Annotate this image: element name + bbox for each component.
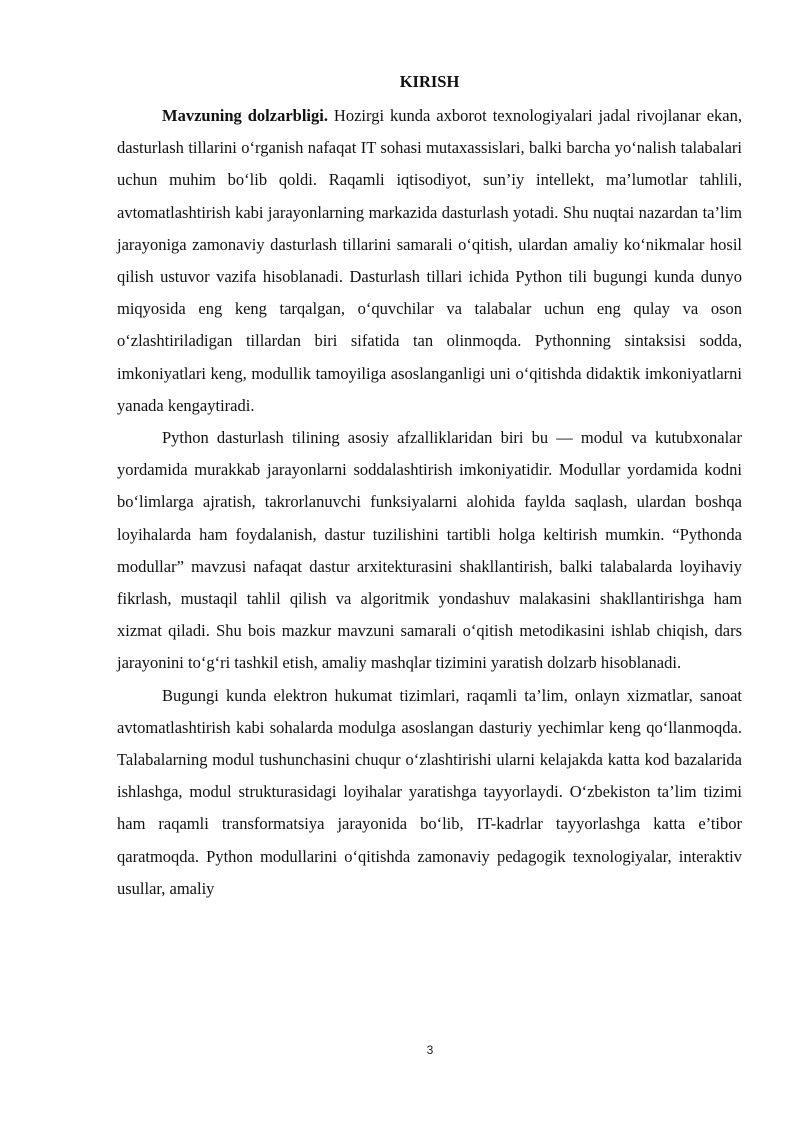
paragraph-relevance (117, 100, 742, 422)
section-title: KIRISH (399, 72, 460, 91)
paragraph-lead: Mavzuning dolzarbligi. (162, 106, 328, 125)
paragraph-modules: Python dasturlash tilining asosiy afzalliklaridan biri bu — modul va kutubxonalar yordamida murakkab jarayonlarni soddalashtirish imkoniyatidir. Modullar yordamida kodni bo‘limlarga ajratish, takrorlanuvchi funksiyalarni alohida faylda saqlash, ulardan boshqa loyihalarda ham foydalanish, dastur tuzilishini tartibli holga keltirish mumkin. “Pythonda modullar” mavzusi nafaqat dastur arxitekturasini shakllantirish, balki talabalarda loyihaviy fikrlash, mustaqil tahlil qilish va algoritmik yondashuv malakasini shakllantirishga ham xizmat qiladi. Shu bois mazkur mavzuni samarali o‘qitish metodikasini ishlab chiqish, dars jarayonini to‘g‘ri tashkil etish, amaliy mashqlar tizimini yaratish dolzarb hisoblanadi. (117, 428, 742, 673)
page-number: 3 (426, 1043, 434, 1057)
paragraph-text: Hozirgi kunda axborot texnologiyalari jadal rivojlanar ekan, dasturlash tillarini o‘rganish nafaqat IT sohasi mutaxassislari, balki barcha yo‘nalish talabalari uchun muhim bo‘lib qoldi. Raqamli iqtisodiyot, sun’iy intellekt, ma’lumotlar tahlili, avtomatlashtirish kabi jarayonlarning markazida dasturlash yotadi. Shu nuqtai nazardan ta’lim jarayoniga zamonaviy dasturlash tillarini samarali o‘qitish, ulardan amaliy ko‘nikmalar hosil qilish ustuvor vazifa hisoblanadi. Dasturlash tillari ichida Python tili bugungi kunda dunyo miqyosida eng keng tarqalgan, o‘quvchilar va talabalar uchun eng qulay va oson o‘zlashtiriladigan tillardan biri sifatida tan olinmoqda. Pythonning sintaksisi sodda, imkoniyatlari keng, modullik tamoyiliga asoslanganligi uni o‘qitishda didaktik imkoniyatlarni yanada kengaytiradi. (117, 106, 742, 415)
paragraph-applications: Bugungi kunda elektron hukumat tizimlari, raqamli ta’lim, onlayn xizmatlar, sanoat avtomatlashtirish kabi sohalarda modulga asoslangan dasturiy yechimlar keng qo‘llanmoqda. Talabalarning modul tushunchasini chuqur o‘zlashtirishi ularni kelajakda katta kod bazalarida ishlashga, modul strukturasidagi loyihalar yaratishga tayyorlaydi. O‘zbekiston ta’lim tizimi ham raqamli transformatsiya jarayonida bo‘lib, IT-kadrlar tayyorlashga katta e’tibor qaratmoqda. Python modullarini o‘qitishda zamonaviy pedagogik texnologiyalar, interaktiv usullar, amaliy (117, 685, 742, 898)
document-page (117, 68, 742, 905)
